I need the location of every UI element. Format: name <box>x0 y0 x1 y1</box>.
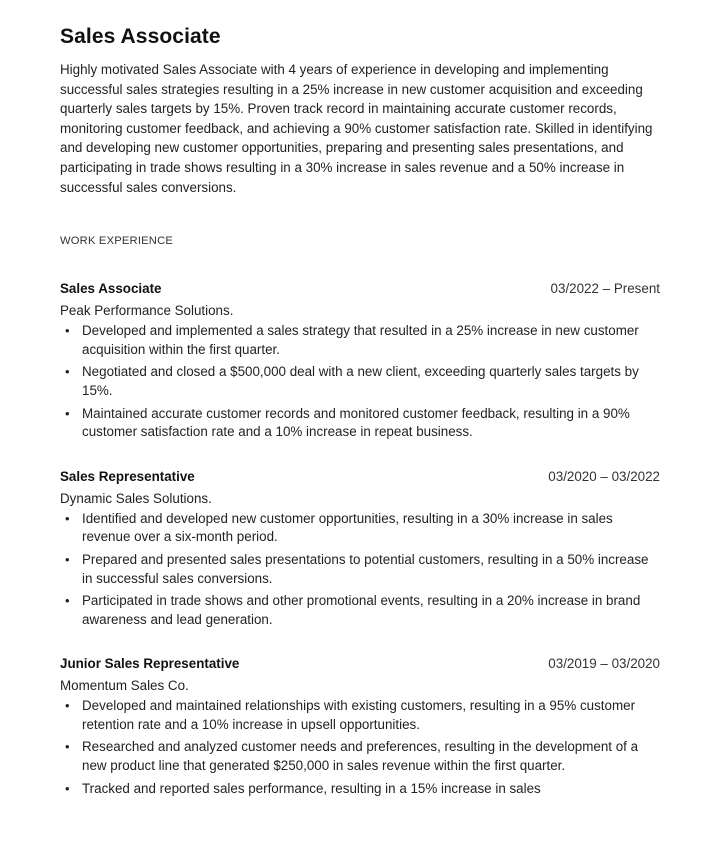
job-company: Peak Performance Solutions. <box>60 303 234 319</box>
job-bullet <box>60 738 660 775</box>
job-title: Sales Associate <box>60 281 162 297</box>
job-header <box>60 281 660 299</box>
job-dates: 03/2022 – Present <box>550 281 660 297</box>
job-bullet <box>60 551 660 588</box>
job-entry <box>60 469 660 630</box>
job-dates: 03/2020 – 03/2022 <box>548 468 660 484</box>
job-bullet <box>60 697 660 734</box>
job-company: Momentum Sales Co. <box>60 678 189 694</box>
job-bullet-text: Developed and maintained relationships with existing customers, resulting in a 95% customer retention rate and a 10% increase in upsell opportunities. <box>82 698 636 732</box>
job-entry <box>60 281 660 442</box>
job-bullet <box>60 510 660 547</box>
job-header <box>60 656 660 674</box>
job-bullet <box>60 405 660 442</box>
job-bullet-text: Identified and developed new customer opportunities, resulting in a 30% increase in sales revenue over a six-month period. <box>82 510 613 545</box>
job-bullet-text: Developed and implemented a sales strategy that resulted in a 25% increase in new customer acquisition within the first quarter. <box>82 323 639 357</box>
job-bullet <box>60 322 660 359</box>
job-bullet-text: Prepared and presented sales presentations to potential customers, resulting in a 50% increase in successful sales conversions. <box>82 551 649 586</box>
job-bullet <box>60 780 660 799</box>
job-bullet-text: Participated in trade shows and other promotional events, resulting in a 20% increase in brand awareness and lead generation. <box>82 593 641 627</box>
bullet-icon: • <box>65 698 70 714</box>
job-bullet-list <box>60 322 660 442</box>
job-entry <box>60 656 660 798</box>
bullet-icon: • <box>65 551 70 567</box>
bullet-icon: • <box>65 739 70 755</box>
resume-name: Sales Associate <box>60 25 221 48</box>
job-title: Sales Representative <box>60 468 195 484</box>
job-bullet-list <box>60 510 660 630</box>
bullet-icon: • <box>65 405 70 421</box>
bullet-icon: • <box>65 364 70 380</box>
job-bullet-list <box>60 697 660 798</box>
professional-summary: Highly motivated Sales Associate with 4 years of experience in developing and implementing successful sales strategies resulting in a 25% increase in new customer acquisition and exceeding quarterly sales targets by 15%. Proven track record in maintaining accurate customer records, monitoring customer feedback, and achieving a 90% customer satisfaction rate. Skilled in identifying and developing new customer opportunities, preparing and presenting sales presentations, and participating in trade shows resulting in a 30% increase in sales revenue and a 50% increase in successful sales conversions. <box>60 62 653 195</box>
job-bullet-text: Negotiated and closed a $500,000 deal with a new client, exceeding quarterly sales targets by 15%. <box>82 364 639 398</box>
bullet-icon: • <box>65 510 70 526</box>
job-dates: 03/2019 – 03/2020 <box>548 656 660 672</box>
job-bullet <box>60 592 660 629</box>
bullet-icon: • <box>65 593 70 609</box>
resume-page <box>60 24 660 802</box>
job-bullet <box>60 363 660 400</box>
section-heading-work-experience: WORK EXPERIENCE <box>60 235 174 248</box>
job-title: Junior Sales Representative <box>60 656 240 672</box>
bullet-icon: • <box>65 323 70 339</box>
job-bullet-text: Researched and analyzed customer needs and preferences, resulting in the development of a new product line that generated $250,000 in sales revenue within the first quarter. <box>82 739 639 774</box>
bullet-icon: • <box>65 780 70 796</box>
job-bullet-text: Tracked and reported sales performance, resulting in a 15% increase in sales <box>82 780 541 796</box>
job-bullet-text: Maintained accurate customer records and monitored customer feedback, resulting in a 90% customer satisfaction rate and a 10% increase in repeat business. <box>82 405 630 440</box>
job-header <box>60 469 660 487</box>
job-company: Dynamic Sales Solutions. <box>60 490 212 506</box>
